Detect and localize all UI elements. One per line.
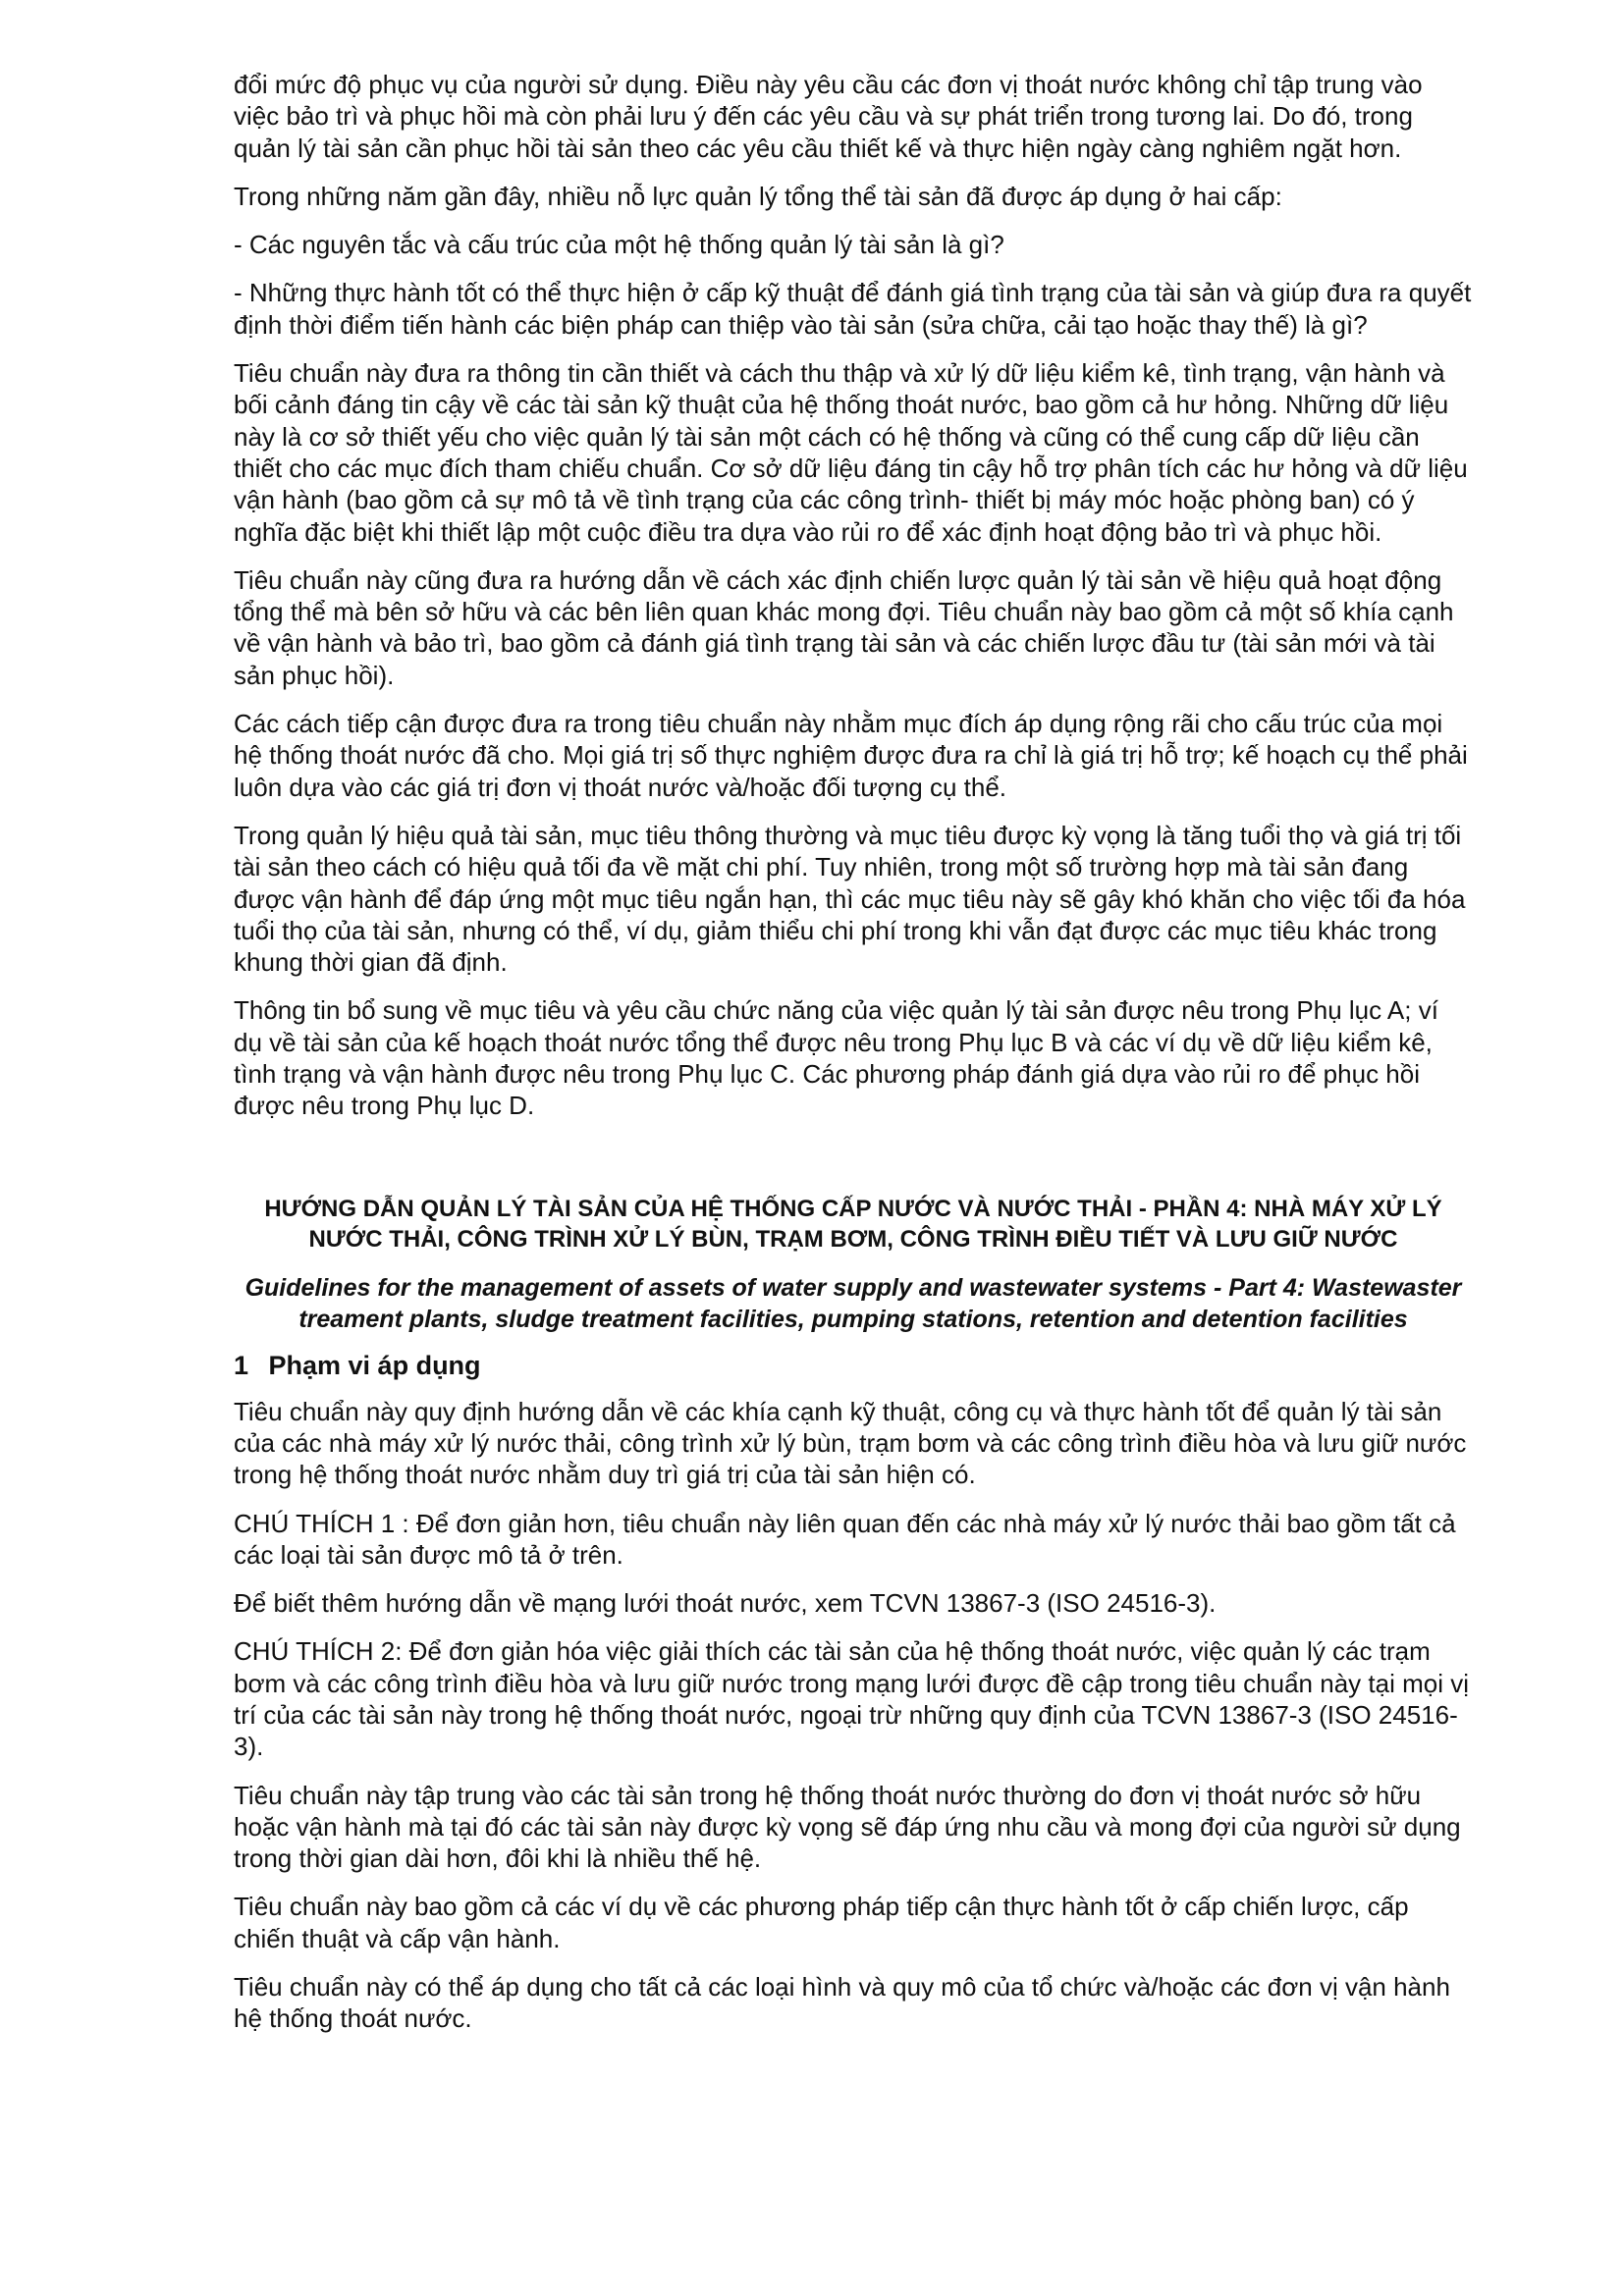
intro-paragraph-3: Tiêu chuẩn này đưa ra thông tin cần thiết và cách thu thập và xử lý dữ liệu kiểm kê, tình trạng, vận hành và bối cảnh đáng tin cậy về các tài sản kỹ thuật của hệ thống thoát nước, bao gồm cả hư hỏng. Những dữ liệu này là cơ sở thiết yếu cho việc quản lý tài sản một cách có hệ thống và cũng có thể cung cấp dữ liệu cần thiết cho các mục đích tham chiếu chuẩn. Cơ sở dữ liệu đáng tin cậy hỗ trợ phân tích các hư hỏng và dữ liệu vận hành (bao gồm cả sự mô tả về tình trạng của các công trình- thiết bị máy móc hoặc phòng ban) có ý nghĩa đặc biệt khi thiết lập một cuộc điều tra dựa vào rủi ro để xác định hoạt động bảo trì và phục hồi. (234, 358, 1468, 547)
scope-paragraph-2: Để biết thêm hướng dẫn về mạng lưới thoát nước, xem TCVN 13867-3 (ISO 24516-3). (234, 1588, 1217, 1619)
section-title: Phạm vi áp dụng (268, 1350, 481, 1380)
section-number: 1 (234, 1350, 249, 1380)
scope-paragraph-1: Tiêu chuẩn này quy định hướng dẫn về các khía cạnh kỹ thuật, công cụ và thực hành tốt để quản lý tài sản của các nhà máy xử lý nước thải, công trình xử lý bùn, trạm bơm và các công trình điều hòa và lưu giữ nước trong hệ thống thoát nước nhằm duy trì giá trị của tài sản hiện có. (234, 1396, 1467, 1490)
scope-note-2: CHÚ THÍCH 2: Để đơn giản hóa việc giải thích các tài sản của hệ thống thoát nước, việc quản lý các trạm bơm và các công trình điều hòa và lưu giữ nước trong mạng lưới được đề cập trong tiêu chuẩn này tại mọi vị trí của các tài sản này trong hệ thống thoát nước, ngoại trừ những quy định của TCVN 13867-3 (ISO 24516-3). (234, 1636, 1469, 1762)
section-spacer (234, 1139, 1473, 1194)
intro-paragraph-7: Thông tin bổ sung về mục tiêu và yêu cầu chức năng của việc quản lý tài sản được nêu trong Phụ lục A; ví dụ về tài sản của kế hoạch thoát nước tổng thể được nêu trong Phụ lục B và các ví dụ về dữ liệu kiểm kê, tình trạng và vận hành được nêu trong Phụ lục C. Các phương pháp đánh giá dựa vào rủi ro để phục hồi được nêu trong Phụ lục D. (234, 995, 1438, 1121)
document-page (234, 69, 1473, 2052)
intro-bullet-1: - Các nguyên tắc và cấu trúc của một hệ thống quản lý tài sản là gì? (234, 230, 1004, 260)
section-heading (234, 1349, 1473, 1382)
scope-paragraph-4: Tiêu chuẩn này bao gồm cả các ví dụ về các phương pháp tiếp cận thực hành tốt ở cấp chiến lược, cấp chiến thuật và cấp vận hành. (234, 1892, 1409, 1953)
standard-title-vietnamese: HƯỚNG DẪN QUẢN LÝ TÀI SẢN CỦA HỆ THỐNG CẤP NƯỚC VÀ NƯỚC THẢI - PHẦN 4: NHÀ MÁY XỬ LÝ NƯỚC THẢI, CÔNG TRÌNH XỬ LÝ BÙN, TRẠM BƠM, CÔNG TRÌNH ĐIỀU TIẾT VÀ LƯU GIỮ NƯỚC (264, 1195, 1442, 1253)
intro-bullet-2: - Những thực hành tốt có thể thực hiện ở cấp kỹ thuật để đánh giá tình trạng của tài sản và giúp đưa ra quyết định thời điểm tiến hành các biện pháp can thiệp vào tài sản (sửa chữa, cải tạo hoặc thay thế) là gì? (234, 278, 1472, 340)
intro-paragraph-5: Các cách tiếp cận được đưa ra trong tiêu chuẩn này nhằm mục đích áp dụng rộng rãi cho cấu trúc của mọi hệ thống thoát nước đã cho. Mọi giá trị số thực nghiệm được đưa ra chỉ là giá trị hỗ trợ; kế hoạch cụ thể phải luôn dựa vào các giá trị đơn vị thoát nước và/hoặc đối tượng cụ thể. (234, 709, 1468, 802)
intro-paragraph-1: đổi mức độ phục vụ của người sử dụng. Điều này yêu cầu các đơn vị thoát nước không chỉ tập trung vào việc bảo trì và phục hồi mà còn phải lưu ý đến các yêu cầu và sự phát triển trong tương lai. Do đó, trong quản lý tài sản cần phục hồi tài sản theo các yêu cầu thiết kế và thực hiện ngày càng nghiêm ngặt hơn. (234, 70, 1423, 163)
intro-paragraph-2: Trong những năm gần đây, nhiều nỗ lực quản lý tổng thể tài sản đã được áp dụng ở hai cấp: (234, 181, 1282, 211)
scope-paragraph-5: Tiêu chuẩn này có thể áp dụng cho tất cả các loại hình và quy mô của tổ chức và/hoặc các đơn vị vận hành hệ thống thoát nước. (234, 1972, 1450, 2034)
scope-note-1: CHÚ THÍCH 1 : Để đơn giản hơn, tiêu chuẩn này liên quan đến các nhà máy xử lý nước thải bao gồm tất cả các loại tài sản được mô tả ở trên. (234, 1508, 1456, 1570)
standard-title-english: Guidelines for the management of assets of water supply and wastewater systems - Part 4: Wastewaster treament plants, sludge treatment facilities, pumping stations, retention and detention facilities (244, 1273, 1462, 1333)
intro-paragraph-4: Tiêu chuẩn này cũng đưa ra hướng dẫn về cách xác định chiến lược quản lý tài sản về hiệu quả hoạt động tổng thể mà bên sở hữu và các bên liên quan khác mong đợi. Tiêu chuẩn này bao gồm cả một số khía cạnh về vận hành và bảo trì, bao gồm cả đánh giá tình trạng tài sản và các chiến lược đầu tư (tài sản mới và tài sản phục hồi). (234, 564, 1454, 690)
scope-paragraph-3: Tiêu chuẩn này tập trung vào các tài sản trong hệ thống thoát nước thường do đơn vị thoát nước sở hữu hoặc vận hành mà tại đó các tài sản này được kỳ vọng sẽ đáp ứng nhu cầu và mong đợi của người sử dụng trong thời gian dài hơn, đôi khi là nhiều thế hệ. (234, 1780, 1461, 1874)
intro-paragraph-6: Trong quản lý hiệu quả tài sản, mục tiêu thông thường và mục tiêu được kỳ vọng là tăng tuổi thọ và giá trị tối tài sản theo cách có hiệu quả tối đa về mặt chi phí. Tuy nhiên, trong một số trường hợp mà tài sản đang được vận hành để đáp ứng một mục tiêu ngắn hạn, thì các mục tiêu này sẽ gây khó khăn cho việc tối đa hóa tuổi thọ của tài sản, nhưng có thể, ví dụ, giảm thiểu chi phí trong khi vẫn đạt được các mục tiêu khác trong khung thời gian đã định. (234, 820, 1466, 978)
